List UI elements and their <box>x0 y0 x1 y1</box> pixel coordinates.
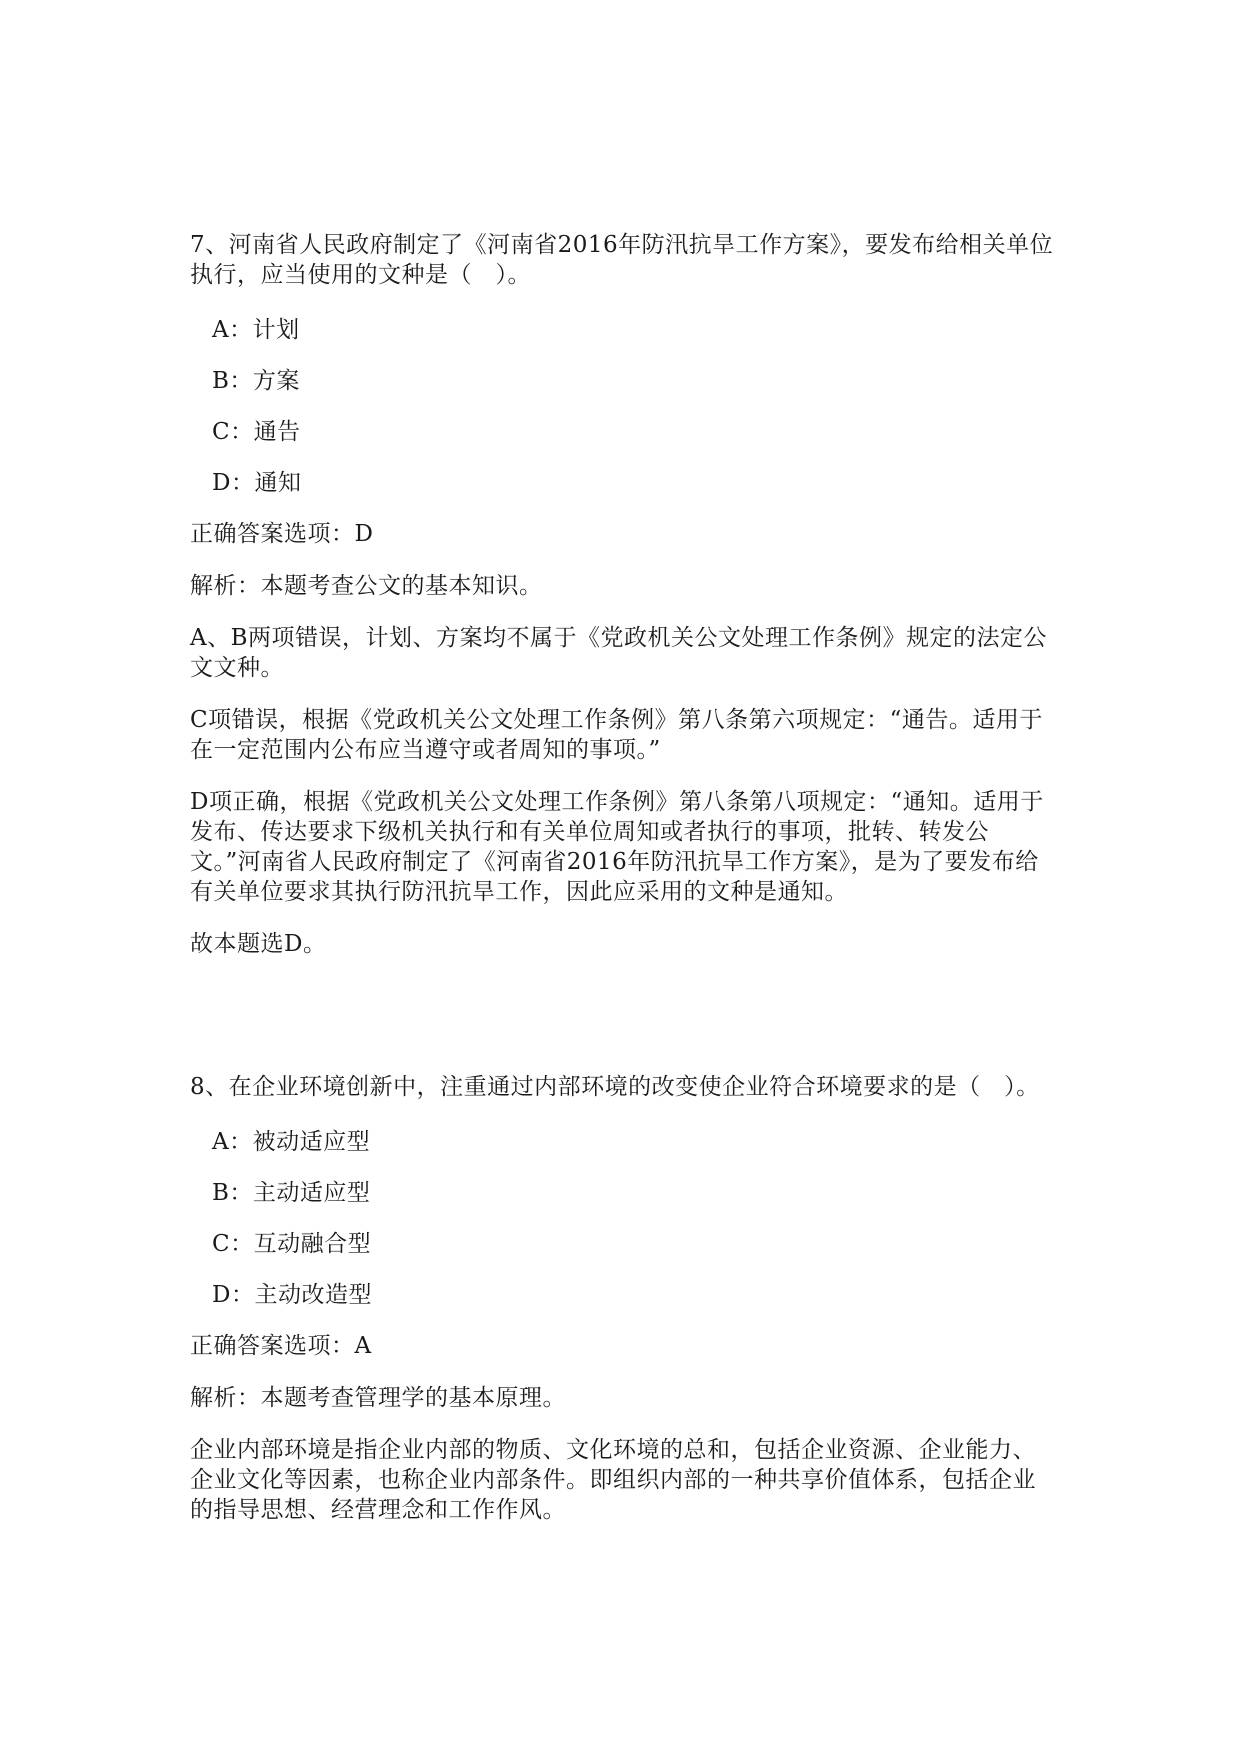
analysis-paragraph: C项错误，根据《党政机关公文处理工作条例》第八条第六项规定：“通告。适用于在一定范围内公布应当遵守或者周知的事项。” <box>190 707 1043 763</box>
option-label: C： <box>212 1231 254 1257</box>
option-text: 主动适应型 <box>252 1180 371 1206</box>
option-text: 主动改造型 <box>254 1282 372 1308</box>
option-a <box>190 1127 1055 1157</box>
option-label: D： <box>212 1282 255 1308</box>
option-label: B： <box>212 368 253 394</box>
option-text: 互动融合型 <box>253 1231 372 1257</box>
analysis-paragraph: A、B两项错误，计划、方案均不属于《党政机关公文处理工作条例》规定的法定公文文种。 <box>190 625 1048 681</box>
option-c <box>190 417 1055 447</box>
correct-answer: 正确答案选项：D <box>190 521 374 547</box>
option-label: B： <box>212 1180 253 1206</box>
question-stem: 7、河南省人民政府制定了《河南省2016年防汛抗旱工作方案》，要发布给相关单位执行，应当使用的文种是（ ）。 <box>190 232 1054 288</box>
option-label: D： <box>212 470 255 496</box>
option-text: 通告 <box>253 419 301 445</box>
option-text: 被动适应型 <box>252 1129 371 1155</box>
option-d <box>190 468 1055 498</box>
analysis-paragraph: 解析：本题考查公文的基本知识。 <box>190 573 543 599</box>
option-d <box>190 1280 1055 1310</box>
option-label: A： <box>212 317 253 343</box>
option-label: C： <box>212 419 254 445</box>
option-a <box>190 315 1055 345</box>
option-text: 方案 <box>252 368 300 394</box>
analysis-paragraph: D项正确，根据《党政机关公文处理工作条例》第八条第八项规定：“通知。适用于发布、传达要求下级机关执行和有关单位周知或者执行的事项，批转、转发公文。”河南省人民政府制定了《河南省2016年防汛抗旱工作方案》，是为了要发布给有关单位要求其执行防汛抗旱工作，因此应采用的文种是通知。 <box>190 789 1044 905</box>
option-label: A： <box>212 1129 253 1155</box>
analysis-paragraph: 企业内部环境是指企业内部的物质、文化环境的总和，包括企业资源、企业能力、企业文化等因素，也称企业内部条件。即组织内部的一种共享价值体系，包括企业的指导思想、经营理念和工作作风。 <box>190 1437 1036 1523</box>
option-c <box>190 1229 1055 1259</box>
analysis-paragraph: 解析：本题考查管理学的基本原理。 <box>190 1385 566 1411</box>
option-text: 计划 <box>252 317 300 343</box>
option-b <box>190 1178 1055 1208</box>
question-8 <box>190 1072 1055 1547</box>
option-text: 通知 <box>254 470 302 496</box>
question-7 <box>190 230 1055 981</box>
option-b <box>190 366 1055 396</box>
correct-answer: 正确答案选项：A <box>190 1333 372 1359</box>
question-stem: 8、在企业环境创新中，注重通过内部环境的改变使企业符合环境要求的是（ ）。 <box>190 1074 1040 1100</box>
analysis-paragraph: 故本题选D。 <box>190 931 327 957</box>
